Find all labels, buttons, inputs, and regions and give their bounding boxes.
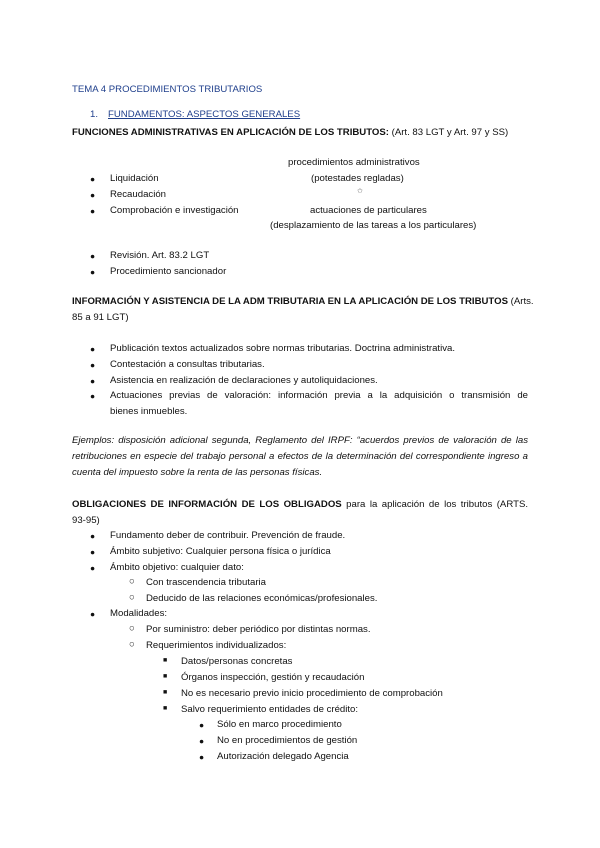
sub-item: Requerimientos individualizados: [146, 640, 287, 651]
informacion-heading-ref1: (Arts. [510, 296, 534, 307]
bullet-icon: ● [199, 736, 205, 746]
bullet-icon: ● [90, 391, 96, 401]
circle-icon: ○ [129, 576, 135, 587]
right-col-line4: (desplazamiento de las tareas a los particulares) [270, 220, 477, 231]
list-item: Modalidades: [110, 608, 168, 619]
section-number: 1. [90, 109, 99, 120]
square-icon: ■ [163, 689, 168, 696]
right-col-line3: actuaciones de particulares [310, 205, 427, 216]
square-icon: ■ [163, 705, 168, 712]
list-item: Contestación a consultas tributarias. [110, 359, 265, 370]
obligaciones-heading [72, 499, 528, 510]
list-item: Liquidación [110, 173, 159, 184]
level4-item: No en procedimientos de gestión [217, 735, 358, 746]
list-item: Revisión. Art. 83.2 LGT [110, 250, 210, 261]
funciones-heading-bold: FUNCIONES ADMINISTRATIVAS EN APLICACIÓN DE LOS TRIBUTOS: [72, 127, 389, 138]
circle-icon: ○ [129, 592, 135, 603]
bullet-icon: ● [90, 376, 96, 386]
bullet-icon: ● [90, 609, 96, 619]
informacion-heading-ref2: 85 a 91 LGT) [72, 312, 129, 323]
bullet-icon: ● [90, 251, 96, 261]
page-title: TEMA 4 PROCEDIMIENTOS TRIBUTARIOS [72, 84, 263, 95]
bullet-icon: ● [90, 531, 96, 541]
bullet-icon: ● [90, 360, 96, 370]
obligaciones-heading-bold: OBLIGACIONES DE INFORMACIÓN DE LOS OBLIGADOS [72, 499, 342, 510]
obligaciones-heading-line2: 93-95) [72, 515, 100, 526]
bullet-icon: ● [90, 267, 96, 277]
circle-icon: ○ [129, 639, 135, 650]
list-item: Fundamento deber de contribuir. Prevención de fraude. [110, 530, 346, 541]
sub-item: Con trascendencia tributaria [146, 577, 266, 588]
level4-item: Autorización delegado Agencia [217, 751, 349, 762]
square-icon: ■ [163, 657, 168, 664]
bullet-icon: ● [90, 190, 96, 200]
funciones-heading [72, 127, 508, 138]
right-col-line2: (potestades regladas) [311, 173, 404, 184]
sub-sub-item: Salvo requerimiento entidades de crédito: [181, 704, 359, 715]
circle-icon: ○ [129, 623, 135, 634]
sub-sub-item: No es necesario previo inicio procedimiento de comprobación [181, 688, 443, 699]
funciones-heading-ref: (Art. 83 LGT y Art. 97 y SS) [391, 127, 509, 138]
list-item: Actuaciones previas de valoración: información previa a la adquisición o transmisión de [110, 390, 528, 401]
level4-item: Sólo en marco procedimiento [217, 719, 342, 730]
list-item: Publicación textos actualizados sobre normas tributarias. Doctrina administrativa. [110, 343, 456, 354]
bullet-icon: ● [90, 547, 96, 557]
informacion-heading-bold: INFORMACIÓN Y ASISTENCIA DE LA ADM TRIBUTARIA EN LA APLICACIÓN DE LOS TRIBUTOS [72, 296, 508, 307]
list-item: Ámbito subjetivo: Cualquier persona física o jurídica [110, 546, 331, 557]
right-col-line1: procedimientos administrativos [288, 157, 420, 168]
list-item: Procedimiento sancionador [110, 266, 227, 277]
section-heading: FUNDAMENTOS: ASPECTOS GENERALES [108, 109, 301, 120]
sub-sub-item: Datos/personas concretas [181, 656, 293, 667]
sub-item: Deducido de las relaciones económicas/profesionales. [146, 593, 378, 604]
bullet-icon: ● [90, 174, 96, 184]
list-item: Comprobación e investigación [110, 205, 239, 216]
bullet-icon: ● [90, 344, 96, 354]
bullet-icon: ● [90, 206, 96, 216]
list-item-cont: bienes inmuebles. [110, 406, 188, 417]
informacion-heading [72, 296, 534, 307]
bullet-icon: ● [199, 752, 205, 762]
sub-sub-item: Órganos inspección, gestión y recaudación [181, 672, 365, 683]
list-item: Recaudación [110, 189, 167, 200]
example-paragraph: Ejemplos: disposición adicional segunda, Reglamento del IRPF: “acuerdos previos de valoración de las retribuciones en especie del trabajo personal a efectos de la determinación del correspondiente ingreso a cuenta del impuesto sobre la renta de las personas físicas. [72, 435, 528, 478]
bullet-icon: ● [90, 563, 96, 573]
list-item: Ámbito objetivo: cualquier dato: [110, 562, 244, 573]
obligaciones-heading-rest: para la aplicación de los tributos (ARTS. [346, 499, 529, 510]
sub-item: Por suministro: deber periódico por distintas normas. [146, 624, 371, 635]
bullet-icon: ● [199, 720, 205, 730]
star-symbol: ✩ [357, 188, 363, 195]
square-icon: ■ [163, 673, 168, 680]
list-item: Asistencia en realización de declaraciones y autoliquidaciones. [110, 375, 378, 386]
